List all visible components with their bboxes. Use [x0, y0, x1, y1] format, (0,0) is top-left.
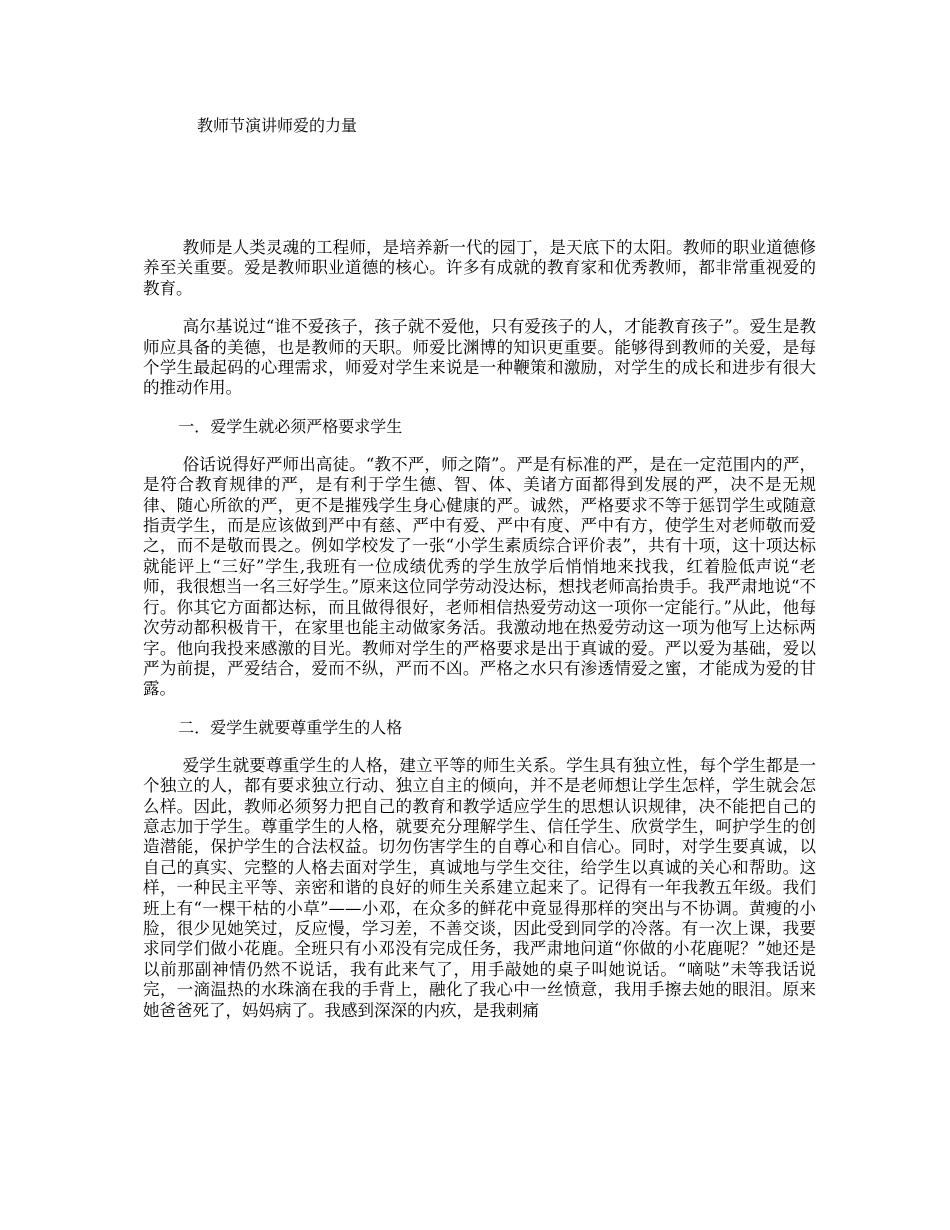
intro-paragraph-2: 高尔基说过“谁不爱孩子，孩子就不爱他，只有爱孩子的人，才能教育孩子”。爱生是教师应具备的美德，也是教师的天职。师爱比渊博的知识更重要。能够得到教师的关爱，是每个学生最起码的心理需求，师爱对学生来说是一种鞭策和激励，对学生的成长和进步有很大的推动作用。 [143, 317, 816, 398]
section-2-paragraph: 爱学生就要尊重学生的人格，建立平等的师生关系。学生具有独立性，每个学生都是一个独立的人，都有要求独立行动、独立自主的倾向，并不是老师想让学生怎样，学生就会怎么样。因此，教师必须努力把自己的教育和教学适应学生的思想认识规律，决不能把自己的意志加于学生。尊重学生的人格，就要充分理解学生、信任学生、欣赏学生，呵护学生的创造潜能，保护学生的合法权益。切勿伤害学生的自尊心和自信心。同时，对学生要真诚，以自己的真实、完整的人格去面对学生，真诚地与学生交往，给学生以真诚的关心和帮助。这样，一种民主平等、亲密和谐的良好的师生关系建立起来了。记得有一年我教五年级。我们班上有“一棵干枯的小草”——小邓，在众多的鲜花中竟显得那样的突出与不协调。黄瘦的小脸，很少见她笑过，反应慢，学习差，不善交谈，因此受到同学的冷落。有一次上课，我要求同学们做小花鹿。全班只有小邓没有完成任务，我严肃地问道“你做的小花鹿呢？”她还是以前那副神情仍然不说话，我有此来气了，用手敲她的桌子叫她说话。“嘀哒”未等我话说完，一滴温热的水珠滴在我的手背上，融化了我心中一丝愤意，我用手擦去她的眼泪。原来她爸爸死了，妈妈病了。我感到深深的内疚，是我刺痛 [143, 755, 816, 1020]
document-title: 教师节演讲师爱的力量 [197, 116, 358, 135]
section-1-paragraph: 俗话说得好严师出高徒。“教不严，师之隋”。严是有标准的严，是在一定范围内的严，是符合教育规律的严，是有利于学生德、智、体、美诸方面都得到发展的严，决不是无规律、随心所欲的严，更不是摧残学生身心健康的严。诚然，严格要求不等于惩罚学生或随意指责学生，而是应该做到严中有慈、严中有爱、严中有度、严中有方，使学生对老师敬而爱之，而不是敬而畏之。例如学校发了一张“小学生素质综合评价表”，共有十项，这十项达标就能评上“三好”学生,我班有一位成绩优秀的学生放学后悄悄地来找我，红着脸低声说“老师，我很想当一名三好学生。”原来这位同学劳动没达标，想找老师高抬贵手。我严肃地说“不行。你其它方面都达标，而且做得很好，老师相信热爱劳动这一项你一定能行。”从此，他每次劳动都积极肯干，在家里也能主动做家务活。我激动地在热爱劳动这一项为他写上达标两字。他向我投来感激的目光。教师对学生的严格要求是出于真诚的爱。严以爱为基础，爱以严为前提，严爱结合，爱而不纵，严而不凶。严格之水只有渗透情爱之蜜，才能成为爱的甘露。 [143, 454, 816, 699]
section-2-heading: 二．爱学生就要尊重学生的人格 [178, 717, 403, 737]
intro-paragraph-1: 教师是人类灵魂的工程师，是培养新一代的园丁，是天底下的太阳。教师的职业道德修养至关重要。爱是教师职业道德的核心。许多有成就的教育家和优秀教师，都非常重视爱的教育。 [143, 238, 816, 298]
document-body [143, 238, 816, 1021]
section-1-heading: 一．爱学生就必须严格要求学生 [178, 416, 403, 436]
